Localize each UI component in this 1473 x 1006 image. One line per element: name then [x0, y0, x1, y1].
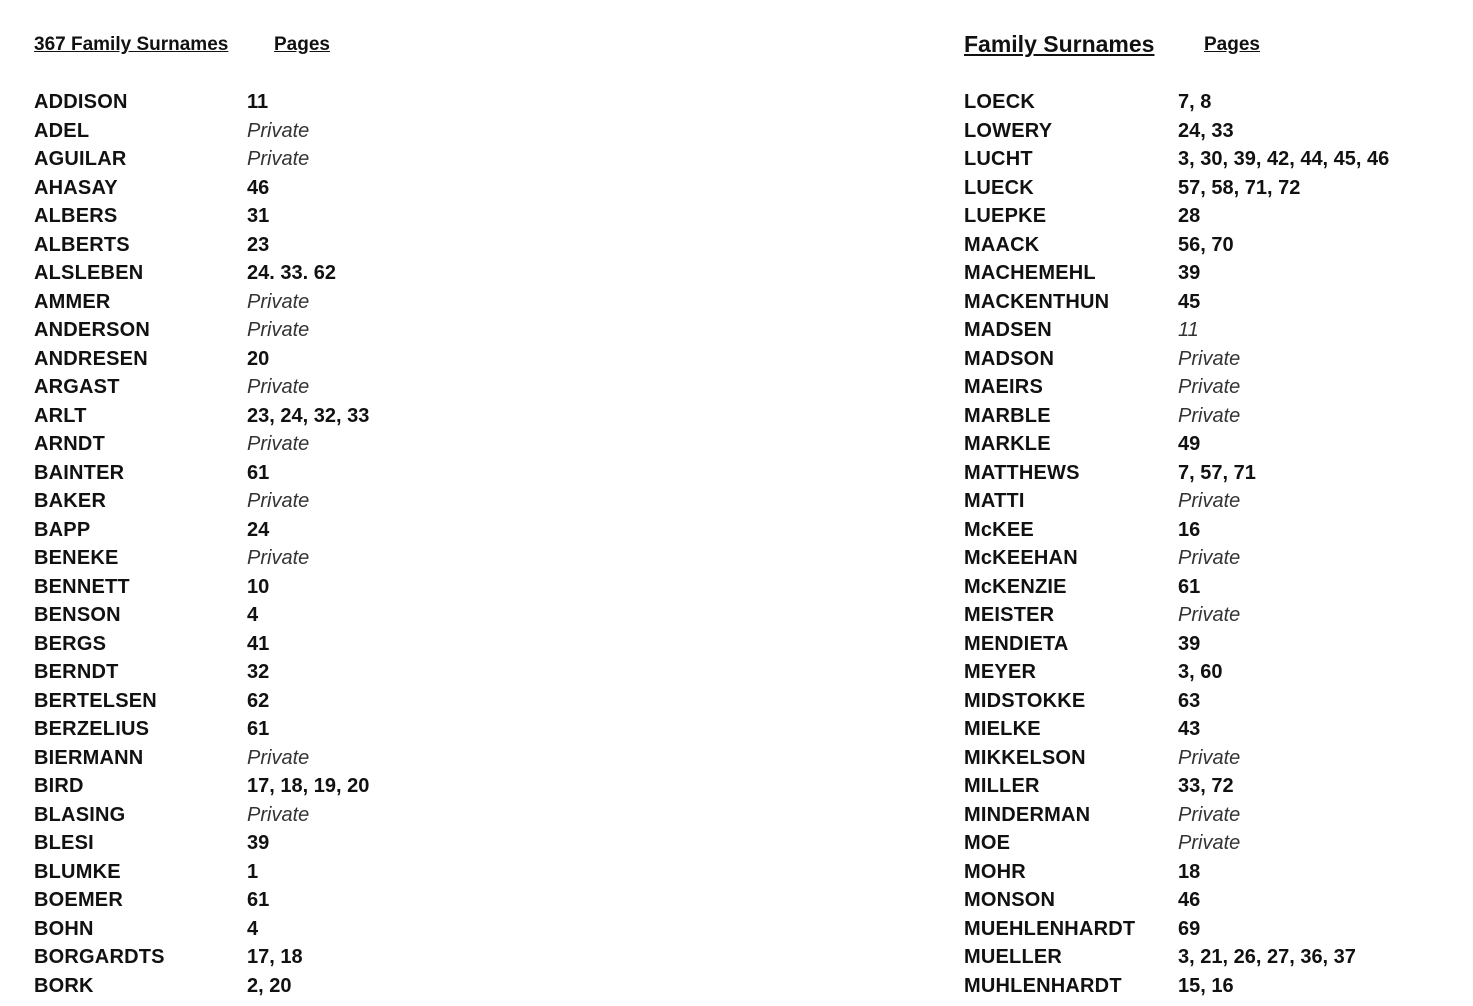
surname: ALBERS	[34, 205, 118, 227]
surname: BAINTER	[34, 461, 125, 484]
surname-pages: Private	[1178, 376, 1241, 398]
surname: MIDSTOKKE	[964, 689, 1086, 712]
surname-row	[34, 886, 514, 915]
surname-row	[964, 88, 1444, 117]
surname: BENSON	[34, 604, 121, 626]
surname: AHASAY	[34, 176, 118, 199]
surname: MAEIRS	[964, 376, 1043, 398]
surname-pages: 23	[247, 233, 270, 256]
surname: MOHR	[964, 860, 1026, 883]
surname: MACKENTHUN	[964, 290, 1110, 313]
surname-pages: Private	[247, 319, 310, 341]
surname-pages: 2, 20	[247, 974, 292, 997]
surname-row	[964, 601, 1444, 630]
surname-pages: 3, 21, 26, 27, 36, 37	[1178, 946, 1356, 968]
surname: McKEE	[964, 518, 1034, 541]
surname-row	[34, 744, 514, 773]
surname-pages: 4	[247, 917, 259, 940]
surname-pages: Private	[247, 746, 310, 769]
surname: BORGARDTS	[34, 946, 165, 968]
surname-pages: 63	[1178, 689, 1201, 712]
surname: MADSEN	[964, 319, 1052, 341]
surname: MAACK	[964, 233, 1040, 256]
surname-pages: Private	[247, 433, 310, 455]
surname-row	[34, 915, 514, 944]
surname-row	[964, 943, 1444, 972]
surname-pages: 10	[247, 575, 270, 598]
surname-row	[964, 402, 1444, 431]
surname-row	[34, 88, 514, 117]
surname: BERTELSEN	[34, 689, 157, 712]
surname-pages: Private	[1178, 746, 1241, 769]
surname-pages: 32	[247, 661, 270, 683]
surname-pages: 15, 16	[1178, 974, 1234, 997]
surname: BAKER	[34, 490, 107, 512]
surname-row	[964, 744, 1444, 773]
surname: ARNDT	[34, 433, 105, 455]
surname-row	[964, 231, 1444, 260]
surname-row	[34, 829, 514, 858]
surname-row	[34, 174, 514, 203]
surname-pages: 7, 57, 71	[1178, 461, 1256, 484]
surname-row	[964, 117, 1444, 146]
surname-row	[34, 516, 514, 545]
right-header-surnames: Family Surnames	[964, 31, 1155, 57]
surname-pages: 18	[1178, 860, 1201, 883]
surname-pages: 43	[1178, 718, 1201, 740]
surname: LUECK	[964, 176, 1034, 199]
surname-row	[34, 430, 514, 459]
left-header-pages: Pages	[274, 34, 330, 55]
surname-pages: 11	[1178, 319, 1199, 341]
surname: BENEKE	[34, 547, 119, 569]
surname: McKEEHAN	[964, 547, 1078, 569]
surname: ALSLEBEN	[34, 262, 144, 284]
surname-pages: Private	[1178, 404, 1241, 427]
surname: LUEPKE	[964, 205, 1047, 227]
surname-pages: 46	[247, 176, 270, 199]
surname: MATTHEWS	[964, 461, 1080, 484]
surname-row	[964, 972, 1444, 1001]
surname: MUHLENHARDT	[964, 974, 1122, 997]
surname-row	[34, 801, 514, 830]
surname-row	[34, 687, 514, 716]
surname-row	[34, 601, 514, 630]
surname-row	[964, 829, 1444, 858]
surname: MEYER	[964, 661, 1037, 683]
surname-row	[34, 231, 514, 260]
surname-pages: 11	[247, 91, 269, 113]
surname: ADDISON	[34, 91, 128, 113]
surname: MEISTER	[964, 604, 1055, 626]
surname: ARLT	[34, 404, 87, 427]
surname-row	[34, 658, 514, 687]
surname-row	[34, 573, 514, 602]
surname-row	[964, 886, 1444, 915]
surname-row	[964, 630, 1444, 659]
surname: BORK	[34, 974, 94, 997]
surname: BOEMER	[34, 889, 123, 911]
surname-pages: Private	[247, 148, 310, 170]
surname-pages: 61	[247, 889, 270, 911]
surname: ANDRESEN	[34, 347, 148, 370]
surname: BIRD	[34, 775, 84, 797]
surname: ADEL	[34, 119, 90, 142]
surname: MARKLE	[964, 433, 1051, 455]
surname-pages: 16	[1178, 518, 1201, 541]
surname-pages: 56, 70	[1178, 233, 1234, 256]
surname-pages: Private	[1178, 604, 1241, 626]
surname-pages: Private	[247, 119, 310, 142]
surname-pages: Private	[247, 547, 310, 569]
surname: BAPP	[34, 518, 91, 541]
surname-row	[34, 772, 514, 801]
surname: BIERMANN	[34, 746, 144, 769]
surname-row	[964, 202, 1444, 231]
surname-pages: 49	[1178, 433, 1201, 455]
surname: MADSON	[964, 347, 1055, 370]
surname-row	[964, 687, 1444, 716]
surname-pages: Private	[1178, 547, 1241, 569]
right-header-pages: Pages	[1204, 34, 1260, 55]
surname-pages: 62	[247, 689, 270, 712]
surname-row	[964, 145, 1444, 174]
surname-row	[964, 174, 1444, 203]
surname-row	[964, 316, 1444, 345]
surname-pages: Private	[247, 490, 310, 512]
surname: ALBERTS	[34, 233, 130, 256]
surname: ARGAST	[34, 376, 120, 398]
surname: LOECK	[964, 91, 1035, 113]
surname-row	[964, 544, 1444, 573]
surname-pages: 46	[1178, 889, 1201, 911]
surname-pages: 3, 60	[1178, 661, 1223, 683]
surname-pages: 17, 18, 19, 20	[247, 775, 370, 797]
surname-row	[34, 715, 514, 744]
surname-row	[34, 630, 514, 659]
surname-row	[964, 487, 1444, 516]
surname-row	[964, 772, 1444, 801]
surname-pages: 61	[1178, 575, 1201, 598]
surname-pages: 61	[247, 461, 270, 484]
surname: MACHEMEHL	[964, 262, 1096, 284]
surname-row	[34, 345, 514, 374]
surname: MUEHLENHARDT	[964, 917, 1136, 940]
surname: MIKKELSON	[964, 746, 1086, 769]
left-surname-list	[34, 88, 514, 1000]
surname-row	[34, 202, 514, 231]
surname-row	[34, 487, 514, 516]
surname-pages: 24	[247, 518, 270, 541]
surname-pages: Private	[1178, 803, 1241, 826]
surname-pages: 45	[1178, 290, 1201, 313]
surname-pages: 23, 24, 32, 33	[247, 404, 370, 427]
surname-row	[34, 288, 514, 317]
surname-row	[34, 259, 514, 288]
surname: MILLER	[964, 775, 1040, 797]
surname-pages: 1	[247, 860, 259, 883]
surname-row	[34, 858, 514, 887]
surname: MENDIETA	[964, 632, 1069, 655]
surname: BLASING	[34, 803, 126, 826]
surname: MUELLER	[964, 946, 1063, 968]
surname: LUCHT	[964, 148, 1033, 170]
surname: BERGS	[34, 632, 107, 655]
surname-pages: 69	[1178, 917, 1201, 940]
right-surname-list	[964, 88, 1444, 1000]
surname-row	[964, 373, 1444, 402]
surname-row	[34, 943, 514, 972]
surname-row	[964, 459, 1444, 488]
surname-row	[34, 544, 514, 573]
surname: LOWERY	[964, 119, 1053, 142]
surname: BLESI	[34, 832, 94, 854]
surname-pages: 20	[247, 347, 270, 370]
surname: BERNDT	[34, 661, 119, 683]
surname-row	[964, 345, 1444, 374]
surname-pages: 33, 72	[1178, 775, 1234, 797]
surname-row	[964, 430, 1444, 459]
surname: BERZELIUS	[34, 718, 150, 740]
surname-pages: Private	[1178, 832, 1241, 854]
surname-pages: Private	[247, 290, 310, 313]
surname-row	[964, 915, 1444, 944]
surname: MONSON	[964, 889, 1056, 911]
surname-pages: 61	[247, 718, 270, 740]
surname-pages: 39	[247, 832, 270, 854]
surname: AMMER	[34, 290, 111, 313]
surname: BOHN	[34, 917, 94, 940]
surname-row	[964, 658, 1444, 687]
surname-pages: 57, 58, 71, 72	[1178, 176, 1301, 199]
left-header-surnames: 367 Family Surnames	[34, 34, 229, 55]
surname-row	[34, 373, 514, 402]
surname: BENNETT	[34, 575, 130, 598]
surname-row	[964, 715, 1444, 744]
surname-pages: 39	[1178, 632, 1201, 655]
surname: MOE	[964, 832, 1011, 854]
surname-pages: 17, 18	[247, 946, 303, 968]
surname-row	[964, 801, 1444, 830]
surname-pages: 4	[247, 604, 259, 626]
surname-pages: 7, 8	[1178, 91, 1212, 113]
surname: BLUMKE	[34, 860, 121, 883]
surname-pages: Private	[1178, 490, 1241, 512]
surname-row	[964, 858, 1444, 887]
surname: McKENZIE	[964, 575, 1067, 598]
surname-pages: 3, 30, 39, 42, 44, 45, 46	[1178, 148, 1390, 170]
surname-row	[964, 516, 1444, 545]
surname-row	[34, 459, 514, 488]
surname-row	[964, 288, 1444, 317]
surname-pages: Private	[247, 376, 310, 398]
surname-row	[34, 402, 514, 431]
surname-row	[34, 972, 514, 1001]
surname: MATTI	[964, 490, 1025, 512]
surname-row	[964, 259, 1444, 288]
surname-row	[964, 573, 1444, 602]
surname-pages: 24. 33. 62	[247, 262, 336, 284]
surname: MIELKE	[964, 718, 1041, 740]
surname: MINDERMAN	[964, 803, 1091, 826]
surname-pages: Private	[1178, 347, 1241, 370]
surname-row	[34, 145, 514, 174]
surname-pages: 28	[1178, 205, 1201, 227]
surname-row	[34, 316, 514, 345]
surname-pages: 39	[1178, 262, 1201, 284]
surname-pages: 41	[247, 632, 270, 655]
surname-row	[34, 117, 514, 146]
surname: ANDERSON	[34, 319, 151, 341]
surname: MARBLE	[964, 404, 1051, 427]
surname-pages: 24, 33	[1178, 119, 1234, 142]
surname-pages: Private	[247, 803, 310, 826]
surname-pages: 31	[247, 205, 270, 227]
surname: AGUILAR	[34, 148, 127, 170]
